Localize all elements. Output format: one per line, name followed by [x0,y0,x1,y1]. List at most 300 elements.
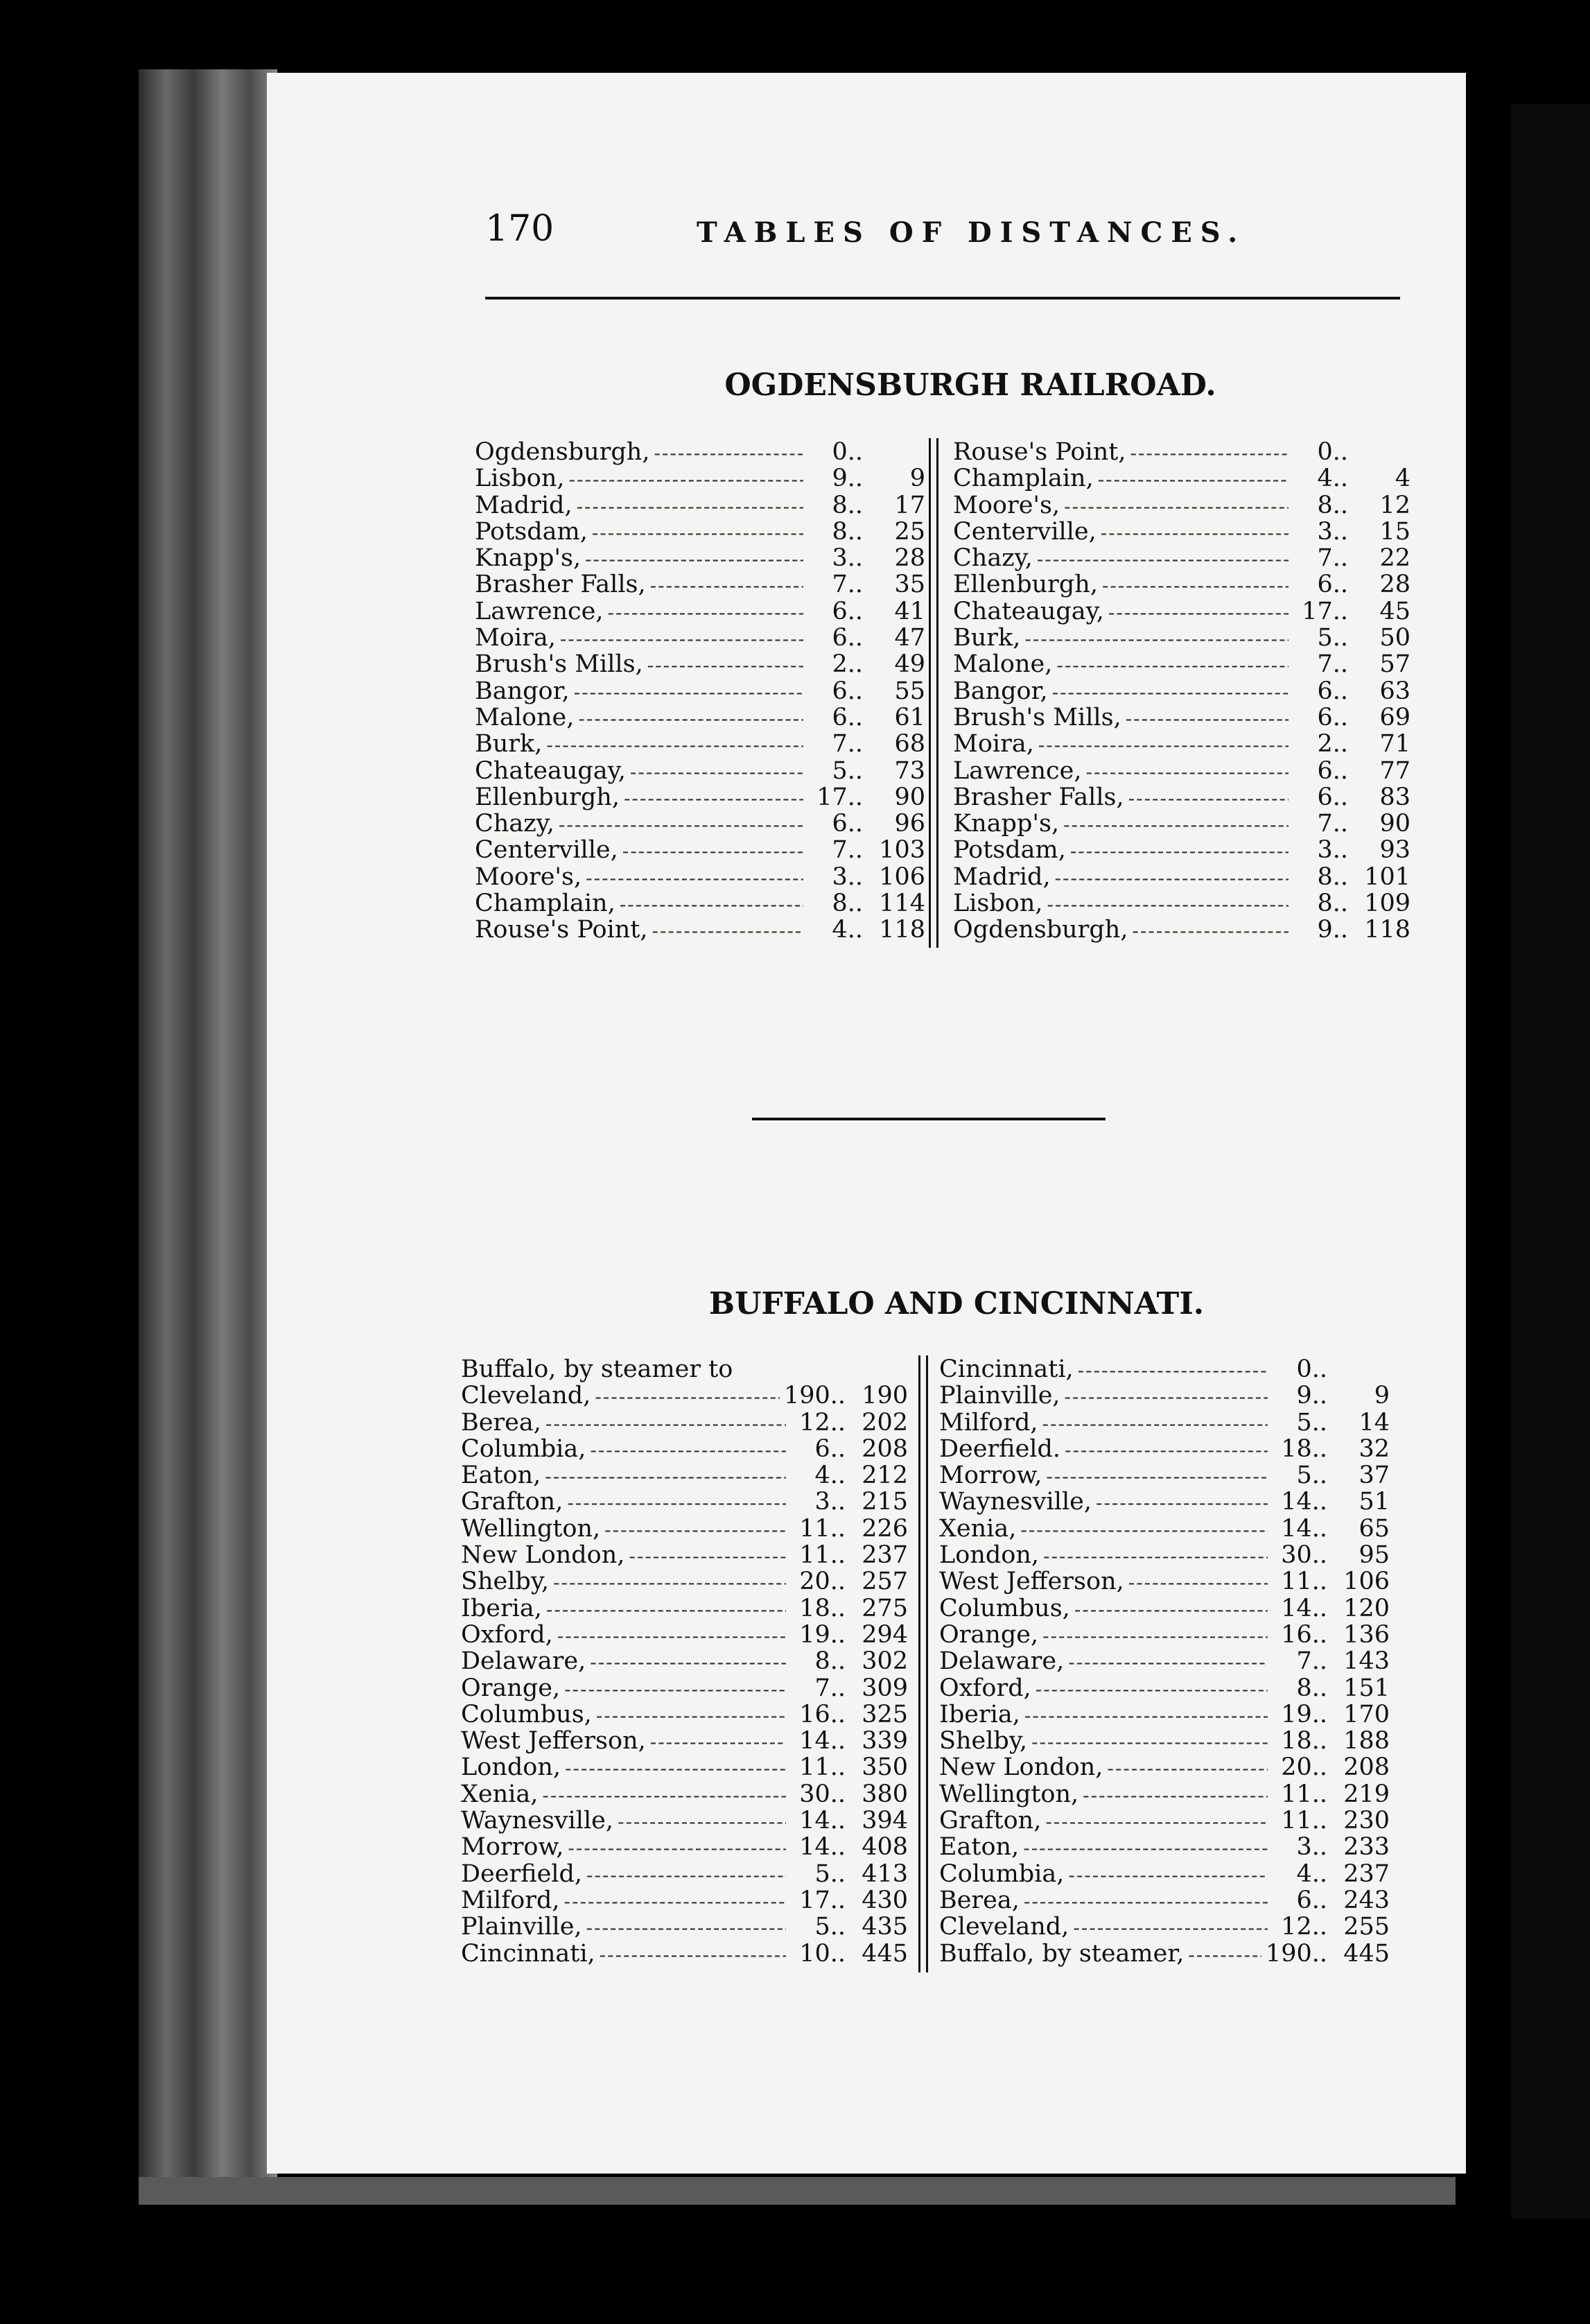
table-row [461,1674,908,1701]
table-row [461,1435,908,1462]
segment-distance: 7.. [832,571,863,599]
station-name: Orange, [461,1674,561,1702]
cumulative-distance: 47 [894,624,925,652]
dot-leader [1052,681,1288,704]
cumulative-distance: 106 [1343,1568,1390,1596]
cumulative-distance: 212 [862,1462,908,1490]
station-name: Moira, [953,730,1034,758]
dot-leader [1130,442,1288,465]
table-row [475,757,925,783]
table-column-outbound [461,1355,908,1966]
table-row [953,704,1410,730]
cumulative-distance: 219 [1343,1780,1390,1808]
station-name: Ogdensburgh, [953,916,1128,944]
book-bottom-edge [139,2177,1456,2205]
cumulative-distance: 237 [862,1541,908,1570]
station-name: Madrid, [953,862,1051,891]
dot-leader [546,1598,786,1621]
station-name: Buffalo, by steamer, [939,1939,1185,1968]
cumulative-distance: 118 [879,916,925,944]
table-row [475,544,925,571]
cumulative-distance: 208 [1343,1753,1390,1782]
dot-leader [574,681,803,704]
station-name: Morrow, [939,1462,1042,1490]
segment-distance: 9.. [1317,916,1348,944]
dot-leader [1128,787,1288,810]
segment-distance: 11.. [1281,1807,1327,1835]
station-name: Brasher Falls, [953,783,1124,811]
table-row [461,1753,908,1780]
station-name: Deerfield, [461,1859,582,1888]
segment-distance: 190.. [1265,1939,1327,1968]
table-row [475,730,925,756]
dot-leader [559,813,803,836]
station-name: Potsdam, [475,517,588,546]
cumulative-distance: 350 [862,1753,908,1782]
dot-leader [1037,548,1288,571]
segment-distance: 4.. [1317,465,1348,493]
station-name: Rouse's Point, [953,438,1126,466]
station-name: Lisbon, [475,465,565,493]
segment-distance: 3.. [832,544,863,573]
dot-leader [1073,1916,1268,1939]
segment-distance: 4.. [814,1462,846,1490]
table-row [953,438,1410,465]
cumulative-distance: 51 [1359,1488,1390,1516]
segment-distance: 0.. [1296,1355,1327,1383]
table-row [939,1860,1390,1887]
cumulative-distance: 170 [1343,1700,1390,1728]
station-name: Burk, [953,624,1021,652]
segment-distance: 9.. [1296,1382,1327,1410]
segment-distance: 7.. [1296,1647,1327,1676]
station-name: Deerfield. [939,1434,1060,1463]
station-name: Champlain, [953,465,1094,493]
station-name: Malone, [953,650,1053,679]
dot-leader [586,1864,786,1887]
dot-leader [1086,761,1289,783]
cumulative-distance: 49 [894,650,925,679]
table-row [475,650,925,677]
table-row [939,1382,1390,1408]
dot-leader [1070,840,1288,862]
cumulative-distance: 430 [862,1886,908,1914]
station-name: Bangor, [475,677,570,705]
segment-distance: 6.. [1296,1886,1327,1914]
dot-leader [545,1465,786,1488]
table-row [939,1355,1390,1382]
cumulative-distance: 190 [862,1382,908,1410]
table-row [475,890,925,916]
table-row [939,1780,1390,1807]
table-row [939,1435,1390,1462]
station-name: Ellenburgh, [953,571,1098,599]
cumulative-distance: 12 [1379,491,1410,519]
table-row [461,1409,908,1435]
cumulative-distance: 65 [1359,1514,1390,1543]
table-row [475,465,925,491]
dot-leader [586,1916,786,1939]
segment-distance: 5.. [1317,624,1348,652]
table-row [939,1833,1390,1862]
segment-distance: 11.. [799,1753,846,1782]
section-divider-rule [752,1118,1106,1120]
table-row [939,1621,1390,1647]
segment-distance: 6.. [832,703,863,731]
dot-leader [557,1624,786,1647]
dot-leader [1096,1491,1268,1514]
cumulative-distance: 233 [1343,1833,1390,1862]
segment-distance: 6.. [1317,756,1348,785]
station-name: Grafton, [461,1488,564,1516]
dot-leader [647,654,803,677]
dot-leader [567,1491,786,1514]
table-row [461,1940,908,1966]
segment-distance: 20.. [1281,1753,1327,1782]
table-column-return [939,1355,1390,1966]
station-name: Waynesville, [939,1488,1092,1516]
station-name: Xenia, [461,1780,539,1808]
dot-leader [553,1571,786,1594]
table-row [939,1595,1390,1621]
station-name: Shelby, [939,1727,1028,1755]
cumulative-distance: 151 [1343,1674,1390,1702]
segment-distance: 5.. [814,1913,846,1941]
station-name: Milford, [939,1408,1038,1437]
segment-distance: 5.. [814,1859,846,1888]
segment-distance: 7.. [1317,810,1348,838]
segment-distance: 6.. [1317,703,1348,731]
cumulative-distance: 96 [894,810,925,838]
table-row [953,492,1410,518]
segment-distance: 0.. [1317,438,1348,466]
book-edge [139,69,277,2205]
dot-leader [564,1890,786,1913]
cumulative-distance: 445 [862,1939,908,1968]
header-rule [485,297,1400,300]
cumulative-distance: 435 [862,1913,908,1941]
dot-leader [1024,627,1288,650]
station-name: Moira, [475,624,556,652]
station-name: Iberia, [461,1594,542,1622]
segment-distance: 6.. [832,677,863,705]
table-row [475,598,925,624]
segment-distance: 3.. [1317,517,1348,546]
dot-leader [585,548,803,571]
segment-distance: 7.. [832,836,863,865]
section-title-ogdensburgh: OGDENSBURGH RAILROAD. [724,367,1216,403]
segment-distance: 8.. [1296,1674,1327,1702]
cumulative-distance: 71 [1379,730,1410,758]
cumulative-distance: 226 [862,1514,908,1543]
column-divider [918,1355,928,1972]
segment-distance: 12.. [1281,1913,1327,1941]
table-row [475,863,925,890]
segment-distance: 8.. [1317,491,1348,519]
segment-distance: 14.. [1281,1488,1327,1516]
table-row [939,1887,1390,1913]
station-name: Grafton, [939,1807,1042,1835]
station-name: Delaware, [461,1647,586,1676]
station-name: Eaton, [461,1462,541,1490]
station-name: Brasher Falls, [475,571,646,599]
cumulative-distance: 106 [879,862,925,891]
segment-distance: 20.. [799,1568,846,1596]
cumulative-distance: 208 [862,1434,908,1463]
dot-leader [1068,1651,1268,1674]
cumulative-distance: 103 [879,836,925,865]
dot-leader [618,1810,786,1833]
segment-distance: 4.. [832,916,863,944]
segment-distance: 16.. [1281,1620,1327,1649]
table-row [475,571,925,597]
station-name: Potsdam, [953,836,1066,865]
segment-distance: 18.. [1281,1434,1327,1463]
cumulative-distance: 14 [1359,1408,1390,1437]
cumulative-distance: 9 [909,465,925,493]
station-name: Centerville, [953,517,1097,546]
dot-leader [622,840,803,862]
dot-leader [586,867,803,890]
segment-distance: 8.. [832,890,863,918]
dot-leader [604,1518,786,1541]
segment-distance: 7.. [832,730,863,758]
dot-leader [590,1651,786,1674]
table-row [461,1595,908,1621]
table-row [461,1382,908,1408]
station-name: Brush's Mills, [475,650,643,679]
station-name: Burk, [475,730,543,758]
dot-leader [1083,1784,1268,1807]
cumulative-distance: 302 [862,1647,908,1676]
dot-leader [1042,1412,1268,1435]
section-title-buffalo-cincinnati: BUFFALO AND CINCINNATI. [708,1286,1205,1321]
station-name: Lisbon, [953,890,1043,918]
table-row [461,1701,908,1727]
dot-leader [1047,893,1288,916]
table-row [475,518,925,544]
dot-leader [590,1439,786,1462]
cumulative-distance: 83 [1379,783,1410,811]
table-row [953,916,1410,942]
cumulative-distance: 37 [1359,1462,1390,1490]
dot-leader [542,1784,786,1807]
dot-leader [546,734,803,756]
table-row [461,1727,908,1753]
table-row [461,1515,908,1541]
table-row [953,836,1410,865]
table-column-return [953,438,1410,943]
segment-distance: 8.. [1317,862,1348,891]
segment-distance: 19.. [799,1620,846,1649]
table-row [461,1541,908,1568]
segment-distance: 6.. [814,1434,846,1463]
table-row [475,783,925,810]
cumulative-distance: 380 [862,1780,908,1808]
station-name: Brush's Mills, [953,703,1121,731]
station-name: Cleveland, [461,1382,591,1410]
station-name: Delaware, [939,1647,1065,1676]
table-row [461,1860,908,1887]
segment-distance: 6.. [832,810,863,838]
dot-leader [624,787,803,810]
dot-leader [595,1385,780,1408]
segment-distance: 7.. [1317,650,1348,679]
station-name: Oxford, [461,1620,553,1649]
cumulative-distance: 136 [1343,1620,1390,1649]
segment-distance: 8.. [1317,890,1348,918]
cumulative-distance: 69 [1379,703,1410,731]
dot-leader [1042,1624,1268,1647]
cumulative-distance: 55 [894,677,925,705]
station-name: Bangor, [953,677,1048,705]
cumulative-distance: 57 [1379,650,1410,679]
table-row [939,1488,1390,1514]
station-name: Knapp's, [475,544,582,573]
segment-distance: 30.. [1281,1541,1327,1570]
cumulative-distance: 275 [862,1594,908,1622]
cumulative-distance: 4 [1395,465,1410,493]
station-name: Cincinnati, [939,1355,1074,1383]
distance-table-ogdensburgh [475,438,1410,951]
dot-leader [652,919,803,942]
dot-leader [608,601,804,624]
cumulative-distance: 188 [1343,1727,1390,1755]
distance-table-buffalo-cincinnati [461,1355,1397,1979]
table-row [461,1355,908,1382]
dot-leader [1065,1439,1268,1462]
dot-leader [620,893,803,916]
cumulative-distance: 41 [894,597,925,625]
table-row [953,598,1410,624]
cumulative-distance: 93 [1379,836,1410,865]
segment-distance: 8.. [832,491,863,519]
table-row [939,1515,1390,1541]
cumulative-distance: 325 [862,1700,908,1728]
segment-distance: 3.. [1317,836,1348,865]
station-name: Oxford, [939,1674,1031,1702]
table-row [953,571,1410,597]
segment-distance: 11.. [799,1541,846,1570]
dot-leader [1068,1864,1268,1887]
segment-distance: 14.. [799,1807,846,1835]
segment-distance: 9.. [832,465,863,493]
table-row [953,810,1410,836]
table-row [953,465,1410,491]
station-name: Waynesville, [461,1807,613,1835]
cumulative-distance: 50 [1379,624,1410,652]
dot-leader [1024,1704,1268,1727]
segment-distance: 16.. [799,1700,846,1728]
cumulative-distance: 95 [1359,1541,1390,1570]
station-name: Moore's, [953,491,1060,519]
dot-leader [596,1704,786,1727]
segment-distance: 5.. [832,756,863,785]
cumulative-distance: 339 [862,1727,908,1755]
cumulative-distance: 63 [1379,677,1410,705]
station-name: Knapp's, [953,810,1060,838]
cumulative-distance: 101 [1364,862,1410,891]
dot-leader [1132,919,1288,942]
station-name: Champlain, [475,890,615,918]
station-name: Buffalo, by steamer to [461,1355,733,1383]
station-name: Lawrence, [475,597,604,625]
station-name: Lawrence, [953,756,1082,785]
dot-leader [1043,1545,1268,1568]
dot-leader [650,1731,786,1753]
cumulative-distance: 143 [1343,1647,1390,1676]
table-row [461,1887,908,1913]
dot-leader [1128,1571,1268,1594]
station-name: Cleveland, [939,1913,1069,1941]
table-row [939,1913,1390,1939]
station-name: Rouse's Point, [475,916,648,944]
dot-leader [578,707,803,730]
cumulative-distance: 237 [1343,1859,1390,1888]
dot-leader [1098,468,1288,491]
station-name: Columbia, [939,1859,1065,1888]
dot-leader [1020,1518,1268,1541]
table-row [461,1621,908,1647]
table-row [475,438,925,465]
station-name: Iberia, [939,1700,1020,1728]
station-name: Plainville, [461,1913,582,1941]
segment-distance: 19.. [1281,1700,1327,1728]
dot-leader [1102,574,1288,597]
dot-leader [1056,654,1288,677]
table-row [953,624,1410,650]
segment-distance: 6.. [1317,677,1348,705]
cumulative-distance: 22 [1379,544,1410,573]
dot-leader [654,442,803,465]
cumulative-distance: 25 [894,517,925,546]
segment-distance: 8.. [814,1647,846,1676]
dot-leader [569,468,803,491]
table-row [939,1409,1390,1435]
table-row [461,1780,908,1807]
dot-leader [1064,495,1288,518]
station-name: Madrid, [475,491,573,519]
table-row [939,1647,1390,1674]
table-row [461,1807,908,1833]
page-number: 170 [485,208,554,250]
table-row [939,1674,1390,1701]
cumulative-distance: 73 [894,756,925,785]
cumulative-distance: 257 [862,1568,908,1596]
station-name: Plainville, [939,1382,1060,1410]
dot-leader [1063,813,1288,836]
dot-leader [1046,1465,1268,1488]
table-row [461,1568,908,1594]
dot-leader [1038,734,1288,756]
cumulative-distance: 215 [862,1488,908,1516]
table-row [475,704,925,730]
segment-distance: 12.. [799,1408,846,1437]
dot-leader [1024,1890,1268,1913]
station-name: West Jefferson, [461,1727,646,1755]
dot-leader [600,1943,786,1966]
cumulative-distance: 309 [862,1674,908,1702]
segment-distance: 17.. [1302,597,1348,625]
dot-leader [1108,601,1288,624]
dot-leader [565,1757,786,1780]
cumulative-distance: 109 [1364,890,1410,918]
table-row [953,863,1410,890]
segment-distance: 6.. [832,597,863,625]
cumulative-distance: 90 [894,783,925,811]
station-name: London, [939,1541,1039,1570]
segment-distance: 11.. [1281,1568,1327,1596]
